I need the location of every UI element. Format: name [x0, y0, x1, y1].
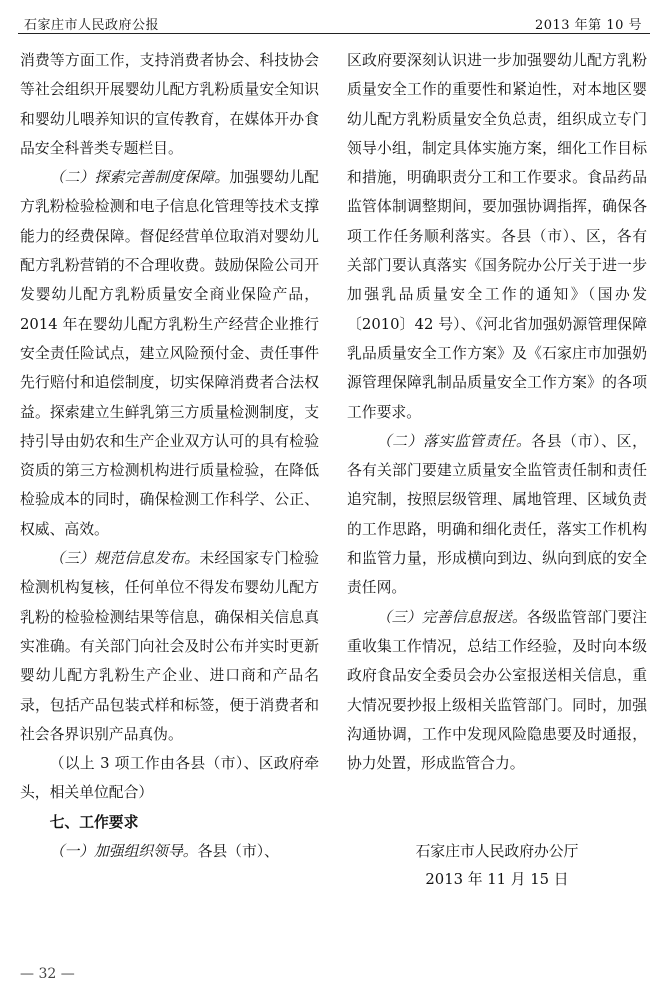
right-column: [347, 46, 647, 778]
paragraph-body: 各县（市）、区，各有关部门要建立质量安全监管责任制和责任追究制，按照层级管理、属地管理、区域负责的工作思路，明确和细化责任，落实工作机构和监管力量，形成横向到边、纵向到底的安全责任网。: [347, 432, 647, 597]
section-title: 七、工作要求: [49, 813, 139, 831]
publication-title: 石家庄市人民政府公报: [24, 18, 160, 33]
subheading: （三）规范信息发布。: [49, 550, 200, 568]
paragraph: 消费等方面工作，支持消费者协会、科技协会等社会组织开展婴幼儿配方乳粉质量安全知识和婴幼儿喂养知识的宣传教育，在媒体开办食品安全科普类专题栏目。: [20, 52, 319, 157]
paragraph: 区政府要深刻认识进一步加强婴幼儿配方乳粉质量安全工作的重要性和紧迫性，对本地区婴幼儿配方乳粉质量安全负总责，组织成立专门领导小组，制定具体实施方案，细化工作目标和措施，明确职责分工和工作要求。食品药品监管体制调整期间，要加强协调指挥，确保各项工作任务顺利落实。各县（市）、区，各有关部门要认真落实《国务院办公厅关于进一步加强乳品质量安全工作的通知》（国办发〔2010〕42 号）、《河北省加强奶源管理保障乳品质量安全工作方案》及《石家庄市加强奶源管理保障乳制品质量安全工作方案》的各项工作要求。: [347, 52, 647, 421]
subheading: （三）完善信息报送。: [376, 608, 527, 626]
paragraph-body: 各县（市）、: [197, 843, 279, 861]
issue-number: 2013 年第 10 号: [534, 18, 642, 33]
paragraph: [20, 163, 319, 544]
left-column: [20, 46, 319, 866]
paragraph: [347, 603, 647, 779]
paragraph: [20, 544, 319, 749]
paragraph: [20, 837, 319, 866]
paragraph: [347, 427, 647, 603]
header-rule: [18, 33, 650, 34]
paragraph-body: 各级监管部门要注重收集工作情况，总结工作经验，及时向本级政府食品安全委员会办公室报送相关信息，重大情况要抄报上级相关监管部门。同时，加强沟通协调，工作中发现风险隐患要及时通报，协力处置，形成监管合力。: [347, 608, 647, 773]
subheading: （一）加强组织领导。: [49, 843, 198, 861]
signature-date: 2013 年 11 月 15 日: [425, 871, 569, 888]
page-number: — 32 —: [20, 966, 75, 982]
paragraph: （以上 3 项工作由各县（市）、区政府牵头，相关单位配合）: [20, 755, 319, 802]
subheading: （二）落实监管责任。: [376, 432, 532, 450]
paragraph-body: 加强婴幼儿配方乳粉检验检测和电子信息化管理等技术支撑能力的经费保障。督促经营单位取消对婴幼儿配方乳粉营销的不合理收费。鼓励保险公司开发婴幼儿配方乳粉质量安全商业保险产品，2014 年在婴幼儿配方乳粉生产经营企业推行安全责任险试点，建立风险预付金、责任事件先行赔付和追偿制度，切实保障消费者合法权益。探索建立生鲜乳第三方质量检测制度，支持引导由奶农和生产企业双方认可的具有检验资质的第三方检测机构进行质量检验，在降低检验成本的同时，确保检测工作科学、公正、权威、高效。: [20, 169, 319, 538]
signature-organization: 石家庄市人民政府办公厅: [415, 843, 579, 860]
page-header: [18, 4, 650, 34]
paragraph-body: 未经国家专门检验检测机构复核，任何单位不得发布婴幼儿配方乳粉的检验检测结果等信息，确保相关信息真实准确。有关部门向社会及时公布并实时更新婴幼儿配方乳粉生产企业、进口商和产品名录，包括产品包装式样和标签，便于消费者和社会各界识别产品真伪。: [20, 550, 319, 743]
subheading: （二）探索完善制度保障。: [49, 169, 230, 187]
